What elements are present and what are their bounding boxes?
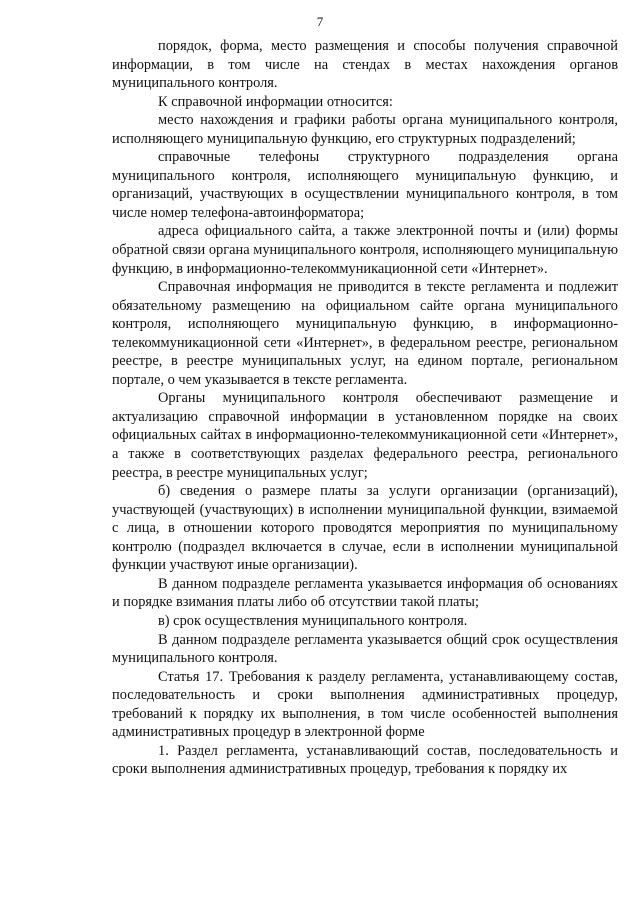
paragraph-item-v-term: в) срок осуществления муниципального контроля. — [158, 612, 468, 629]
paragraph-section-1: 1. Раздел регламента, устанавливающий состав, последовательность и сроки выполнения административных процедур, требования к порядку их — [112, 742, 618, 778]
paragraph-reference-info-heading: К справочной информации относится: — [158, 93, 393, 110]
page-number: 7 — [316, 14, 324, 29]
article-17-heading: Статья 17. Требования к разделу регламента, устанавливающему состав, последовательность и сроки выполнения административных процедур, требований к порядку их выполнения, в том числе особенностей выполнения административных процедур в электронной форме — [112, 668, 618, 741]
paragraph-reference-phones: справочные телефоны структурного подразделения органа муниципального контроля, исполняющего муниципальную функцию, и организаций, участвующих в осуществлении муниципального контроля, в том числе номер телефона-автоинформатора; — [112, 149, 618, 221]
paragraph-general-term: В данном подразделе регламента указывается общий срок осуществления муниципального контроля. — [112, 631, 618, 667]
paragraph-fee-basis: В данном подразделе регламента указывается информация об основаниях и порядке взимания платы либо об отсутствии такой платы; — [112, 575, 618, 611]
paragraph-item-b-fees: б) сведения о размере платы за услуги организации (организаций), участвующей (участвующих) в исполнении муниципальной функции, взимаемой с лица, в отношении которого проводятся мероприятия по муниципальному контролю (подраздел включается в случае, если в исполнении муниципальной функции участвуют иные организации). — [112, 483, 618, 574]
paragraph-info-procedure: порядок, форма, место размещения и способы получения справочной информации, в том числе на стендах в местах нахождения органов муниципального контроля. — [112, 38, 618, 92]
paragraph-reference-not-in-text: Справочная информация не приводится в тексте регламента и подлежит обязательному размещению на официальном сайте органа муниципального контроля, исполняющего муниципальную функцию, в информационно-телекоммуникационной сети «Интернет», в федеральном реестре, региональном реестре, в реестре муниципальных услуг, на едином портале, региональном портале, о чем указывается в тексте регламента. — [112, 279, 618, 388]
document-body — [112, 37, 618, 779]
paragraph-website-addresses: адреса официального сайта, а также электронной почты и (или) формы обратной связи органа муниципального контроля, исполняющего муниципальную функцию, в информационно-телекоммуникационной сети «Интернет». — [112, 223, 618, 277]
paragraph-location-schedule: место нахождения и графики работы органа муниципального контроля, исполняющего муниципальную функцию, его структурных подразделений; — [112, 112, 618, 147]
paragraph-authorities-publish: Органы муниципального контроля обеспечивают размещение и актуализацию справочной информации в установленном порядке на своих официальных сайтах в информационно-телекоммуникационной сети «Интернет», а также в соответствующих разделах федерального реестра, регионального реестра, в реестре муниципальных услуг; — [112, 390, 618, 481]
